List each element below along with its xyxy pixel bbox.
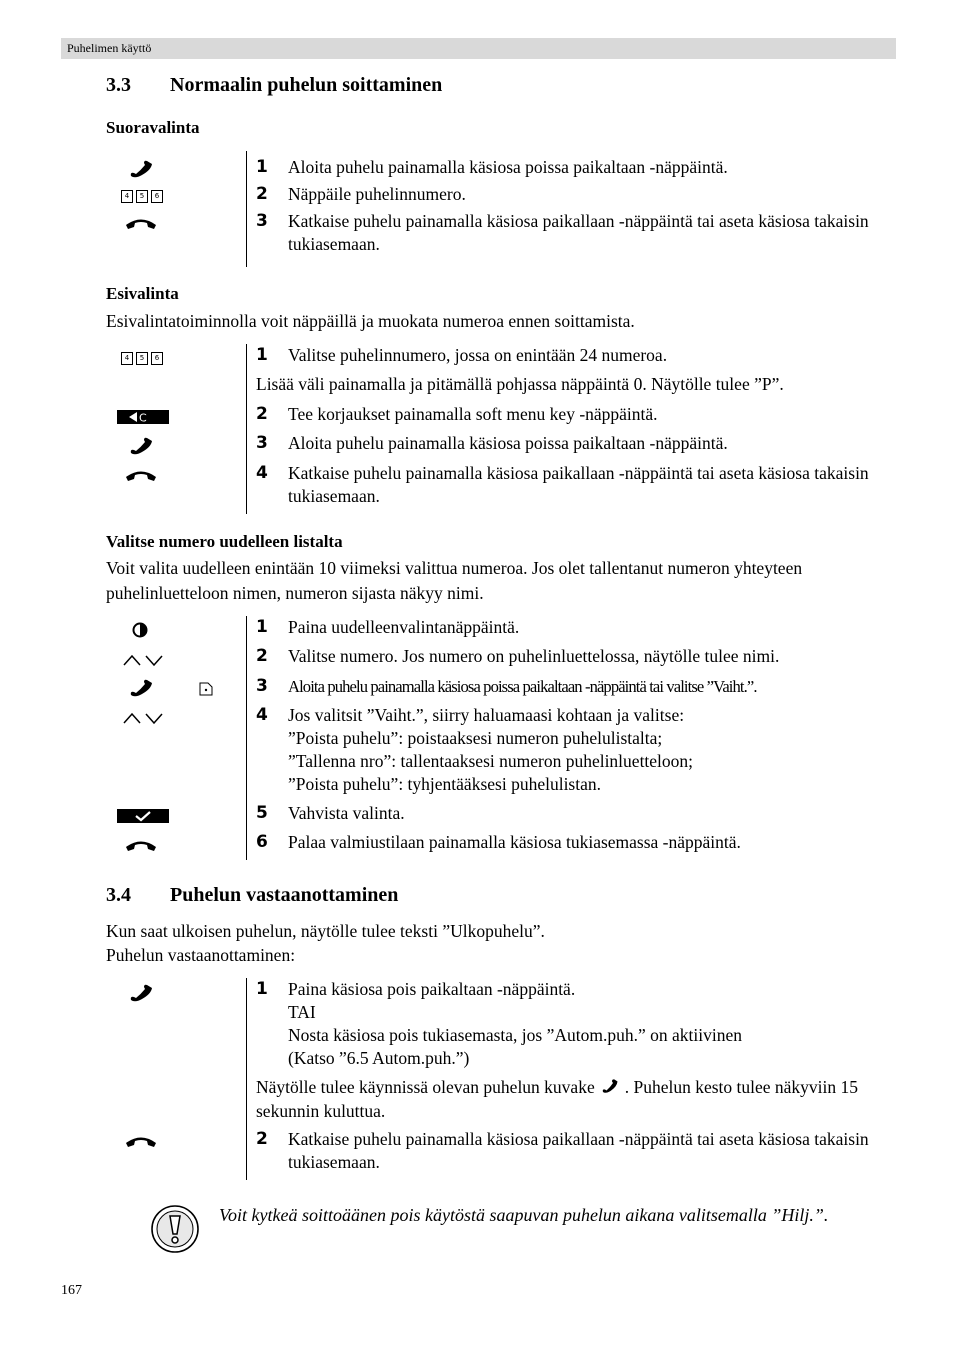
warning-note-icon [150, 1204, 200, 1254]
step-item: 2 Näppäile puhelinnumero. [256, 184, 466, 204]
step-item: 1 Aloita puhelu painamalla käsiosa poissa paikaltaan -näppäintä. [256, 157, 728, 177]
redial-intro: Voit valita uudelleen enintään 10 viimeksi valittua numeroa. Jos olet tallentanut numeron yhteyteen puhelinluetteloon nimen, numeron sijasta näkyy nimi. [106, 558, 803, 603]
call-icon [128, 984, 154, 1002]
step-item: 4 Katkaise puhelu painamalla käsiosa paikallaan -näppäintä tai aseta käsiosa takaisin tukiasemaan. [256, 463, 869, 506]
predial-heading: Esivalinta [106, 284, 179, 303]
running-header [61, 38, 896, 59]
call-icon [128, 160, 154, 178]
step-item: 3 Aloita puhelu painamalla käsiosa poissa paikaltaan -näppäintä. [256, 433, 728, 453]
confirm-softkey-icon [117, 809, 169, 823]
hang-up-icon [125, 216, 157, 232]
step-item: 6 Palaa valmiustilaan painamalla käsiosa tukiasemassa -näppäintä. [256, 832, 741, 852]
backspace-softkey-icon [117, 410, 169, 424]
redial-heading: Valitse numero uudelleen listalta [106, 532, 343, 551]
up-down-arrows-icon [122, 653, 166, 667]
predial-note: Lisää väli painamalla ja pitämällä pohjassa näppäintä 0. Näytölle tulee ”P”. [256, 374, 784, 394]
section-3-4-heading: 3.4 Puhelun vastaanottaminen [106, 884, 399, 906]
divider-line [246, 151, 247, 267]
divider-line [246, 978, 247, 1180]
divider-line [246, 616, 247, 860]
page-number: 167 [61, 1283, 82, 1298]
active-call-icon [601, 1077, 619, 1100]
tip-text: Voit kytkeä soittoäänen pois käytöstä saapuvan puhelun aikana valitsemalla ”Hilj.”. [219, 1205, 829, 1225]
section-3-3-heading: 3.3 Normaalin puhelun soittaminen [106, 74, 443, 96]
redial-icon [130, 622, 150, 638]
step-item: 3 Aloita puhelu painamalla käsiosa poissa paikaltaan -näppäintä tai valitse ”Vaiht.”. [256, 676, 757, 696]
step-item: 1 Valitse puhelinnumero, jossa on enintään 24 numeroa. [256, 345, 668, 365]
step-item: 2 Valitse numero. Jos numero on puhelinluettelossa, näytölle tulee nimi. [256, 646, 780, 666]
up-down-arrows-icon [122, 711, 166, 725]
predial-intro: Esivalintatoiminnolla voit näppäillä ja muokata numeroa ennen soittamista. [106, 311, 635, 331]
hang-up-icon [125, 1134, 157, 1150]
step-item: 3 Katkaise puhelu painamalla käsiosa paikallaan -näppäintä tai aseta käsiosa takaisin tukiasemaan. [256, 211, 869, 254]
hang-up-icon [125, 468, 157, 484]
step-item: 1 Paina käsiosa pois paikaltaan -näppäintä. TAI Nosta käsiosa pois tukiasemasta, jos ”Autom.puh.” on aktiivinen (Katso ”6.5 Autom.puh.”) [256, 979, 742, 1068]
divider-line [246, 344, 247, 514]
call-icon-note: Näytölle tulee käynnissä olevan puhelun kuvake . Puhelun kesto tulee näkyviin 15 sekunnin kuluttua. [256, 1077, 859, 1122]
keypad-icon: 4 5 6 [121, 190, 163, 203]
step-item: 4 Jos valitsit ”Vaiht.”, siirry haluamaasi kohtaan ja valitse: ”Poista puhelu”: poistaaksesi numeron puhelulistalta; ”Tallenna nro”: tallentaaksesi numeron puhelinluetteloon; ”Poista puhelu”: tyhjentääksesi puhelulistan. [256, 705, 694, 794]
call-icon [128, 679, 154, 697]
step-item: 5 Vahvista valinta. [256, 803, 405, 823]
keypad-icon: 4 5 6 [121, 352, 163, 365]
step-item: 1 Paina uudelleenvalintanäppäintä. [256, 617, 520, 637]
call-icon [128, 437, 154, 455]
svg-text:C: C [139, 411, 147, 424]
receive-intro: Puhelun vastaanottaminen: [106, 945, 296, 965]
running-header-title: Puhelimen käyttö [67, 41, 152, 55]
step-item: 2 Tee korjaukset painamalla soft menu key -näppäintä. [256, 404, 658, 424]
receive-intro: Kun saat ulkoisen puhelun, näytölle tulee teksti ”Ulkopuhelu”. [106, 921, 545, 941]
direct-dial-heading: Suoravalinta [106, 118, 200, 137]
softkey-select-icon [199, 682, 213, 696]
step-item: 2 Katkaise puhelu painamalla käsiosa paikallaan -näppäintä tai aseta käsiosa takaisin tukiasemaan. [256, 1129, 869, 1172]
hang-up-icon [125, 838, 157, 854]
